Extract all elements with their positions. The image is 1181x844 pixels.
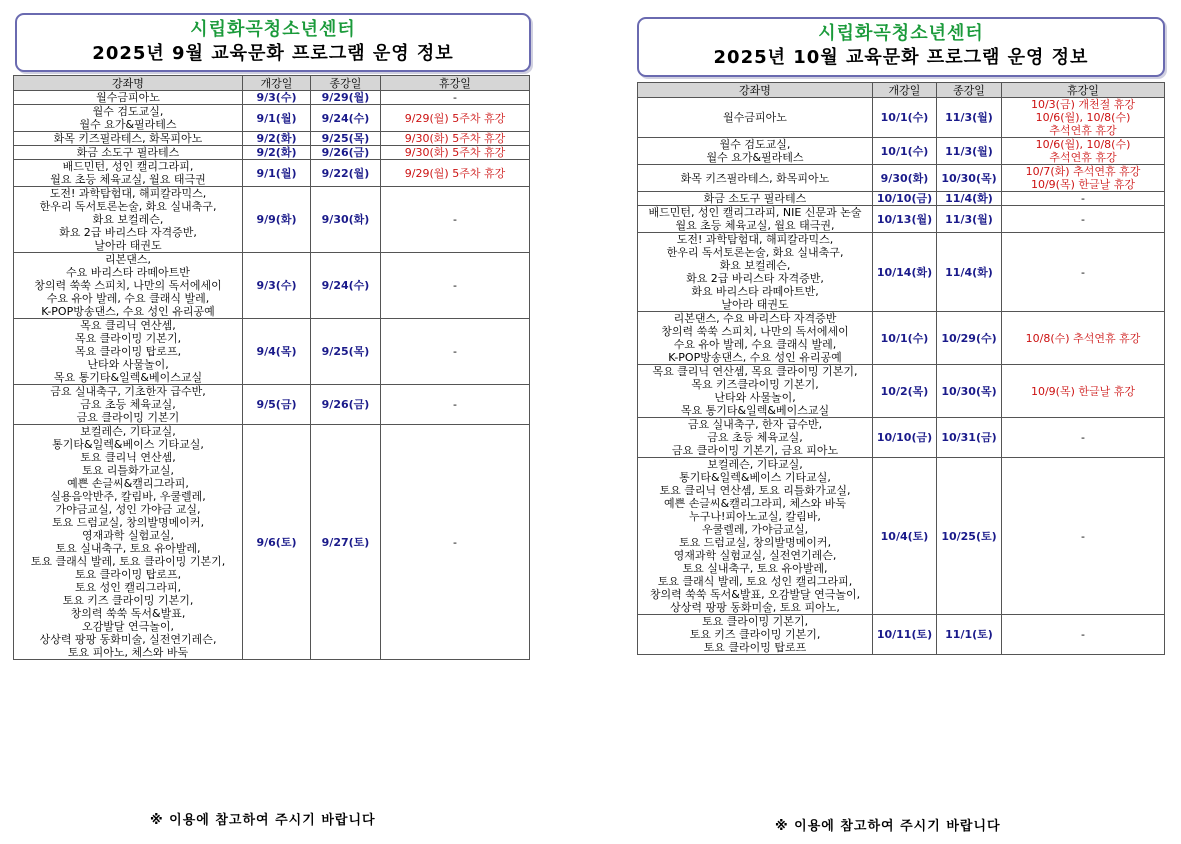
start-date-cell: 10/2(목) <box>873 365 937 418</box>
course-name-cell: 목요 클리닉 연산셈, 목요 클라이밍 기본기, 목요 클라이밍 탑로프, 난타와 사물놀이, 목요 통기타&일렉&베이스교실 <box>14 319 243 385</box>
page-title: 2025년 10월 교육문화 프로그램 운영 정보 <box>713 47 1089 68</box>
course-name-cell: 금요 실내축구, 기초한자 급수반, 금요 초등 체육교실, 금요 클라이밍 기본기 <box>14 385 243 425</box>
course-name-cell: 화금 소도구 필라테스 <box>14 146 243 160</box>
end-date-cell: 10/25(토) <box>937 458 1002 615</box>
start-date-cell: 9/1(월) <box>243 105 311 132</box>
october-title-box <box>637 17 1165 77</box>
off-days-cell: - <box>1002 233 1165 312</box>
end-date-cell: 10/29(수) <box>937 312 1002 365</box>
header-start-date: 개강일 <box>243 76 311 91</box>
end-date-cell: 9/29(월) <box>311 91 381 105</box>
off-days-cell: - <box>381 425 530 660</box>
off-days-cell: 10/8(수) 추석연휴 휴강 <box>1002 312 1165 365</box>
page-title: 2025년 9월 교육문화 프로그램 운영 정보 <box>92 43 454 64</box>
end-date-cell: 11/4(화) <box>937 233 1002 312</box>
course-name-cell: 도전! 과학탐험대, 해피칼라믹스, 한우리 독서토론논술, 화요 실내축구, 화요 보컬레슨, 화요 2급 바리스타 자격증반, 날아라 태권도 <box>14 187 243 253</box>
start-date-cell: 10/10(금) <box>873 192 937 206</box>
course-name-cell: 목요 클리닉 연산셈, 목요 클라이밍 기본기, 목요 키즈클라이밍 기본기, 난타와 사물놀이, 목요 통기타&일렉&베이스교실 <box>638 365 873 418</box>
table-row <box>638 98 1165 138</box>
end-date-cell: 11/3(월) <box>937 138 1002 165</box>
off-days-cell: 10/6(월), 10/8(수) 추석연휴 휴강 <box>1002 138 1165 165</box>
end-date-cell: 9/25(목) <box>311 319 381 385</box>
start-date-cell: 10/1(수) <box>873 98 937 138</box>
start-date-cell: 10/13(월) <box>873 206 937 233</box>
end-date-cell: 11/3(월) <box>937 98 1002 138</box>
off-days-cell: 10/3(금) 개천절 휴강 10/6(월), 10/8(수) 추석연휴 휴강 <box>1002 98 1165 138</box>
off-days-cell: - <box>1002 418 1165 458</box>
start-date-cell: 9/2(화) <box>243 132 311 146</box>
off-days-cell: - <box>381 319 530 385</box>
table-row <box>638 458 1165 615</box>
course-name-cell: 화금 소도구 필라테스 <box>638 192 873 206</box>
start-date-cell: 10/11(토) <box>873 615 937 655</box>
table-row <box>14 425 530 660</box>
start-date-cell: 9/3(수) <box>243 91 311 105</box>
table-row <box>638 365 1165 418</box>
start-date-cell: 10/10(금) <box>873 418 937 458</box>
end-date-cell: 9/30(화) <box>311 187 381 253</box>
course-name-cell: 월수 검도교실, 월수 요가&필라테스 <box>14 105 243 132</box>
table-row <box>14 132 530 146</box>
start-date-cell: 9/9(화) <box>243 187 311 253</box>
table-row <box>14 187 530 253</box>
course-name-cell: 리본댄스, 수요 바리스타 자격증반 창의력 쑥쑥 스피치, 나만의 독서에세이 수요 유아 발레, 수요 클래식 발레, K-POP방송댄스, 수요 성인 유리공예 <box>638 312 873 365</box>
table-row <box>638 138 1165 165</box>
header-course-name: 강좌명 <box>638 83 873 98</box>
end-date-cell: 9/27(토) <box>311 425 381 660</box>
off-days-cell: - <box>381 187 530 253</box>
start-date-cell: 10/1(수) <box>873 138 937 165</box>
course-name-cell: 화목 키즈필라테스, 화목피아노 <box>638 165 873 192</box>
end-date-cell: 11/3(월) <box>937 206 1002 233</box>
off-days-cell: - <box>1002 458 1165 615</box>
course-name-cell: 배드민턴, 성인 캘리그라피, NIE 신문과 논술 월요 초등 체육교실, 월요 태극권, <box>638 206 873 233</box>
table-row <box>14 105 530 132</box>
course-name-cell: 월수금피아노 <box>638 98 873 138</box>
footer-note: ※ 이용에 참고하여 주시기 바랍니다 <box>775 819 1001 834</box>
course-name-cell: 금요 실내축구, 한자 급수반, 금요 초등 체육교실, 금요 클라이밍 기본기, 금요 피아노 <box>638 418 873 458</box>
end-date-cell: 9/22(월) <box>311 160 381 187</box>
off-days-cell: 10/7(화) 추석연휴 휴강 10/9(목) 한글날 휴강 <box>1002 165 1165 192</box>
course-name-cell: 월수 검도교실, 월수 요가&필라테스 <box>638 138 873 165</box>
footer-note: ※ 이용에 참고하여 주시기 바랍니다 <box>150 813 376 828</box>
start-date-cell: 9/1(월) <box>243 160 311 187</box>
start-date-cell: 10/1(수) <box>873 312 937 365</box>
off-days-cell: - <box>1002 192 1165 206</box>
table-header-row <box>14 76 530 91</box>
center-name: 시립화곡청소년센터 <box>818 23 984 44</box>
start-date-cell: 9/30(화) <box>873 165 937 192</box>
off-days-cell: 9/30(화) 5주차 휴강 <box>381 146 530 160</box>
header-off-days: 휴강일 <box>1002 83 1165 98</box>
table-row <box>14 160 530 187</box>
table-row <box>638 418 1165 458</box>
start-date-cell: 9/6(토) <box>243 425 311 660</box>
table-row <box>638 206 1165 233</box>
table-row <box>14 319 530 385</box>
off-days-cell: 9/29(월) 5주차 휴강 <box>381 105 530 132</box>
header-start-date: 개강일 <box>873 83 937 98</box>
table-row <box>638 165 1165 192</box>
end-date-cell: 9/24(수) <box>311 105 381 132</box>
off-days-cell: 9/30(화) 5주차 휴강 <box>381 132 530 146</box>
end-date-cell: 10/30(목) <box>937 365 1002 418</box>
center-name: 시립화곡청소년센터 <box>190 19 356 40</box>
start-date-cell: 10/4(토) <box>873 458 937 615</box>
table-header-row <box>638 83 1165 98</box>
end-date-cell: 9/26(금) <box>311 146 381 160</box>
table-row <box>14 385 530 425</box>
end-date-cell: 9/24(수) <box>311 253 381 319</box>
september-title-box <box>15 13 531 72</box>
start-date-cell: 9/5(금) <box>243 385 311 425</box>
table-row <box>638 192 1165 206</box>
end-date-cell: 10/30(목) <box>937 165 1002 192</box>
course-name-cell: 토요 클라이밍 기본기, 토요 키즈 클라이밍 기본기, 토요 클라이밍 탑로프 <box>638 615 873 655</box>
table-row <box>14 253 530 319</box>
table-row <box>638 615 1165 655</box>
september-program-table <box>13 75 530 660</box>
course-name-cell: 월수금피아노 <box>14 91 243 105</box>
off-days-cell: 9/29(월) 5주차 휴강 <box>381 160 530 187</box>
table-row <box>14 91 530 105</box>
course-name-cell: 화목 키즈필라테스, 화목피아노 <box>14 132 243 146</box>
course-name-cell: 보컬레슨, 기타교실, 통기타&일렉&베이스 기타교실, 토요 클리닉 연산셈, 토요 리틀화가교실, 예쁜 손글씨&캘리그라피, 실용음악반주, 칼림바, 우쿨렐레, 가야금교실, 성인 가야금 교실, 토요 드럼교실, 창의발명메이커, 영재과학 실험교실, 토요 실내축구, 토요 유아발레, 토요 클래식 발레, 토요 클라이밍 기본기, 토요 클라이밍 탑로프, 토요 성인 캘리그라피, 토요 키즈 클라이밍 기본기, 창의력 쑥쑥 독서&발표, 오감발달 연극놀이, 상상력 팡팡 동화미술, 실전연기레슨, 토요 피아노, 체스와 바둑 <box>14 425 243 660</box>
end-date-cell: 11/4(화) <box>937 192 1002 206</box>
start-date-cell: 9/2(화) <box>243 146 311 160</box>
header-end-date: 종강일 <box>311 76 381 91</box>
table-row <box>14 146 530 160</box>
off-days-cell: - <box>1002 615 1165 655</box>
start-date-cell: 10/14(화) <box>873 233 937 312</box>
off-days-cell: - <box>381 91 530 105</box>
course-name-cell: 도전! 과학탐험대, 해피칼라믹스, 한우리 독서토론논술, 화요 실내축구, 화요 보컬레슨, 화요 2급 바리스타 자격증반, 화요 바리스타 라떼아트반, 날아라 태권도 <box>638 233 873 312</box>
october-program-table <box>637 82 1165 655</box>
table-row <box>638 312 1165 365</box>
start-date-cell: 9/4(목) <box>243 319 311 385</box>
header-off-days: 휴강일 <box>381 76 530 91</box>
header-end-date: 종강일 <box>937 83 1002 98</box>
start-date-cell: 9/3(수) <box>243 253 311 319</box>
end-date-cell: 9/25(목) <box>311 132 381 146</box>
off-days-cell: 10/9(목) 한글날 휴강 <box>1002 365 1165 418</box>
end-date-cell: 10/31(금) <box>937 418 1002 458</box>
end-date-cell: 9/26(금) <box>311 385 381 425</box>
off-days-cell: - <box>381 385 530 425</box>
off-days-cell: - <box>1002 206 1165 233</box>
off-days-cell: - <box>381 253 530 319</box>
september-table-body <box>14 91 530 660</box>
course-name-cell: 배드민턴, 성인 캘리그라피, 월요 초등 체육교실, 월요 태극권 <box>14 160 243 187</box>
header-course-name: 강좌명 <box>14 76 243 91</box>
course-name-cell: 리본댄스, 수요 바리스타 라떼아트반 창의력 쑥쑥 스피치, 나만의 독서에세이 수요 유아 발레, 수요 클래식 발레, K-POP방송댄스, 수요 성인 유리공예 <box>14 253 243 319</box>
table-row <box>638 233 1165 312</box>
course-name-cell: 보컬레슨, 기타교실, 통기타&일렉&베이스 기타교실, 토요 클리닉 연산셈, 토요 리틀화가교실, 예쁜 손글씨&캘리그라피, 체스와 바둑 누구나!피아노교실, 칼림바, 우쿨렐레, 가야금교실, 토요 드럼교실, 창의발명메이커, 영재과학 실험교실, 실전연기레슨, 토요 실내축구, 토요 유아발레, 토요 클래식 발레, 토요 성인 캘리그라피, 창의력 쑥쑥 독서&발표, 오감발달 연극놀이, 상상력 팡팡 동화미술, 토요 피아노, <box>638 458 873 615</box>
end-date-cell: 11/1(토) <box>937 615 1002 655</box>
october-table-body <box>638 98 1165 655</box>
